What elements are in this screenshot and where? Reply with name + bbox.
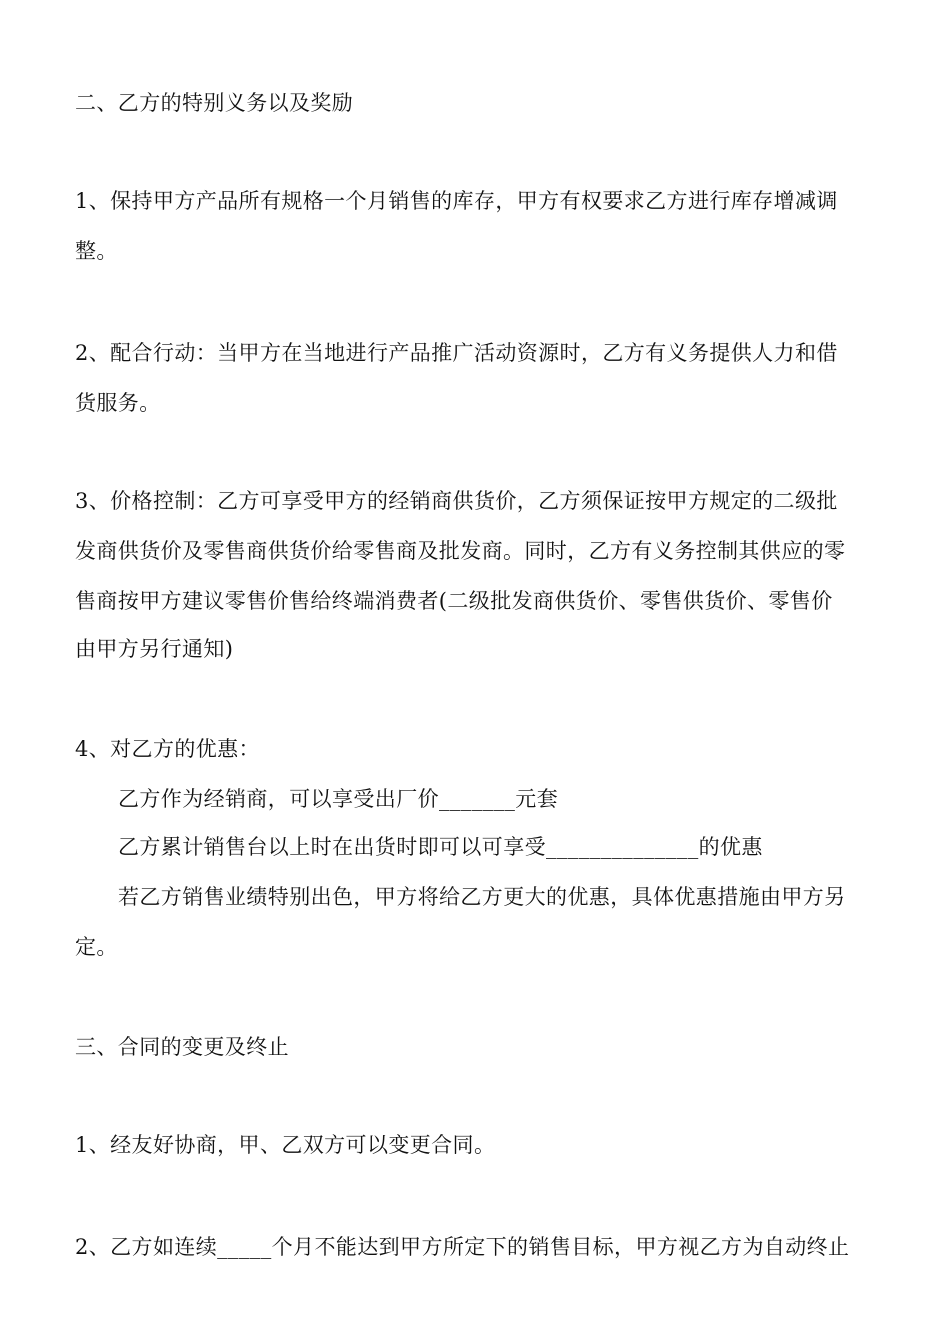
s2-item2-line2: 货服务。 <box>75 391 161 415</box>
s2-item3-line2: 发商供货价及零售商供货价给零售商及批发商。同时，乙方有义务控制其供应的零 <box>75 539 846 563</box>
s2-item3-line1: 3、价格控制：乙方可享受甲方的经销商供货价，乙方须保证按甲方规定的二级批 <box>75 489 838 513</box>
s2-item4-heading: 4、对乙方的优惠： <box>75 737 260 761</box>
s2-item4-paragraph1: 乙方作为经销商，可以享受出厂价_______元套 <box>118 787 559 811</box>
section-2-heading: 二、乙方的特别义务以及奖励 <box>75 91 354 115</box>
section-3-heading: 三、合同的变更及终止 <box>75 1035 289 1059</box>
s2-item4-paragraph3-line2: 定。 <box>75 935 118 959</box>
s3-item2-line1: 2、乙方如连续_____个月不能达到甲方所定下的销售目标，甲方视乙方为自动终止 <box>75 1235 850 1259</box>
s2-item4-paragraph2: 乙方累计销售台以上时在出货时即可以可享受______________的优惠 <box>118 835 763 859</box>
s2-item2-line1: 2、配合行动：当甲方在当地进行产品推广活动资源时，乙方有义务提供人力和借 <box>75 341 838 365</box>
s3-item1: 1、经友好协商，甲、乙双方可以变更合同。 <box>75 1133 496 1157</box>
s2-item3-line4: 由甲方另行通知) <box>75 637 234 661</box>
s2-item1-line2: 整。 <box>75 239 118 263</box>
s2-item3-line3: 售商按甲方建议零售价售给终端消费者(二级批发商供货价、零售供货价、零售价 <box>75 589 833 613</box>
s2-item1-line1: 1、保持甲方产品所有规格一个月销售的库存，甲方有权要求乙方进行库存增减调 <box>75 189 838 213</box>
s2-item4-paragraph3-line1: 若乙方销售业绩特别出色，甲方将给乙方更大的优惠，具体优惠措施由甲方另 <box>118 885 846 909</box>
